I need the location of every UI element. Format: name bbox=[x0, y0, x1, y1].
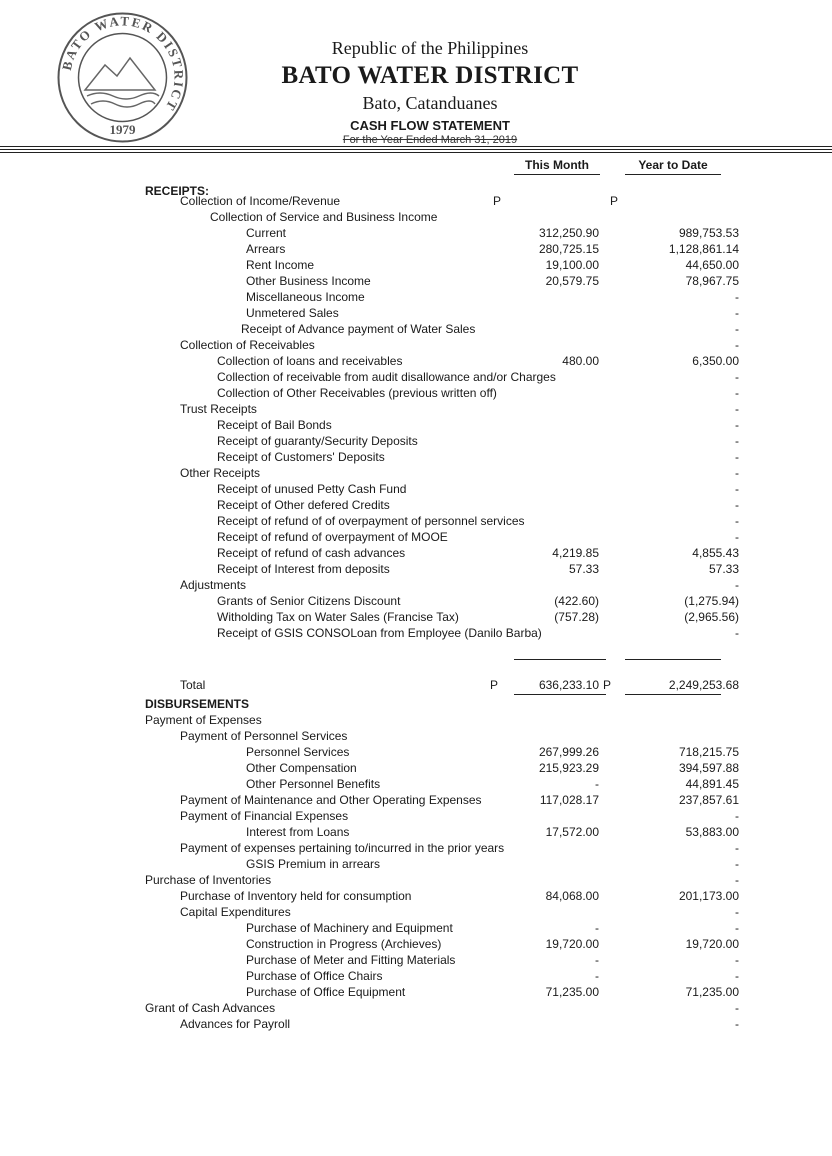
year-to-date-value: - bbox=[735, 450, 739, 464]
year-to-date-value: - bbox=[735, 370, 739, 384]
table-row bbox=[0, 193, 832, 209]
row-label: Total bbox=[180, 678, 206, 692]
table-row bbox=[0, 481, 832, 497]
year-to-date-value: - bbox=[735, 873, 739, 887]
row-label: Receipt of refund of overpayment of MOOE bbox=[217, 530, 448, 544]
year-to-date-value: 1,128,861.14 bbox=[668, 242, 739, 256]
year-to-date-value: - bbox=[735, 290, 739, 304]
this-month-value: - bbox=[595, 921, 599, 935]
year-to-date-value: 237,857.61 bbox=[678, 793, 739, 807]
row-label: Construction in Progress (Archieves) bbox=[246, 937, 442, 951]
this-month-value: (757.28) bbox=[554, 610, 599, 624]
year-to-date-value: 44,891.45 bbox=[685, 777, 739, 791]
year-to-date-value: 394,597.88 bbox=[678, 761, 739, 775]
table-row bbox=[0, 289, 832, 305]
table-row bbox=[0, 840, 832, 856]
table-row bbox=[0, 273, 832, 289]
year-to-date-value: - bbox=[735, 626, 739, 640]
column-header-this-month: This Month bbox=[514, 158, 600, 175]
year-to-date-value: - bbox=[735, 905, 739, 919]
row-label: Personnel Services bbox=[246, 745, 350, 759]
row-label: Other Business Income bbox=[246, 274, 371, 288]
row-label: Collection of Service and Business Income bbox=[210, 210, 438, 224]
table-row bbox=[0, 1016, 832, 1032]
row-label: Grant of Cash Advances bbox=[145, 1001, 276, 1015]
table-row bbox=[0, 776, 832, 792]
row-label: Advances for Payroll bbox=[180, 1017, 291, 1031]
row-label: Adjustments bbox=[180, 578, 247, 592]
row-label: Unmetered Sales bbox=[246, 306, 339, 320]
year-to-date-value: 78,967.75 bbox=[685, 274, 739, 288]
year-to-date-value: - bbox=[735, 338, 739, 352]
table-row bbox=[0, 824, 832, 840]
year-to-date-value: 4,855.43 bbox=[692, 546, 739, 560]
row-label: Other Personnel Benefits bbox=[246, 777, 381, 791]
table-row bbox=[0, 808, 832, 824]
row-label: Receipt of refund of of overpayment of personnel services bbox=[217, 514, 525, 528]
header-rule-3 bbox=[0, 152, 832, 153]
row-label: Receipt of unused Petty Cash Fund bbox=[217, 482, 407, 496]
table-row bbox=[0, 257, 832, 273]
table-row bbox=[0, 872, 832, 888]
this-month-value: 57.33 bbox=[568, 562, 599, 576]
row-label: Interest from Loans bbox=[246, 825, 350, 839]
year-to-date-value: - bbox=[735, 482, 739, 496]
row-label: Trust Receipts bbox=[180, 402, 257, 416]
this-month-value: 215,923.29 bbox=[538, 761, 599, 775]
table-row bbox=[0, 696, 832, 712]
year-to-date-value: - bbox=[735, 1017, 739, 1031]
republic-heading: Republic of the Philippines bbox=[331, 38, 529, 58]
year-to-date-value: 201,173.00 bbox=[678, 889, 739, 903]
this-month-value: 71,235.00 bbox=[545, 985, 599, 999]
table-row bbox=[0, 625, 832, 641]
table-row bbox=[0, 401, 832, 417]
table-row bbox=[0, 321, 832, 337]
year-to-date-value: - bbox=[735, 466, 739, 480]
row-label: Arrears bbox=[246, 242, 286, 256]
this-month-value: 20,579.75 bbox=[545, 274, 599, 288]
this-month-value: 4,219.85 bbox=[552, 546, 599, 560]
year-to-date-value: - bbox=[735, 578, 739, 592]
table-row bbox=[0, 888, 832, 904]
year-to-date-value: - bbox=[735, 841, 739, 855]
year-to-date-value: - bbox=[735, 921, 739, 935]
row-label: Purchase of Meter and Fitting Materials bbox=[246, 953, 456, 967]
row-label: Purchase of Office Equipment bbox=[246, 985, 406, 999]
svg-text:BATO WATER DISTRICT: BATO WATER DISTRICT bbox=[58, 13, 187, 115]
row-label: DISBURSEMENTS bbox=[145, 697, 250, 711]
year-to-date-value: - bbox=[735, 418, 739, 432]
this-month-value: 280,725.15 bbox=[538, 242, 599, 256]
year-to-date-value: 2,249,253.68 bbox=[668, 678, 739, 692]
this-month-value: - bbox=[595, 953, 599, 967]
row-label: Purchase of Machinery and Equipment bbox=[246, 921, 453, 935]
this-month-value: 312,250.90 bbox=[538, 226, 599, 240]
table-row bbox=[0, 337, 832, 353]
year-to-date-value: 71,235.00 bbox=[685, 985, 739, 999]
table-row bbox=[0, 968, 832, 984]
row-label: Purchase of Inventories bbox=[145, 873, 272, 887]
row-label: Payment of expenses pertaining to/incurred in the prior years bbox=[180, 841, 505, 855]
row-label: Other Compensation bbox=[246, 761, 357, 775]
this-month-value: (422.60) bbox=[554, 594, 599, 608]
table-row bbox=[0, 760, 832, 776]
table-row bbox=[0, 513, 832, 529]
this-month-value: - bbox=[595, 777, 599, 791]
row-label: Purchase of Inventory held for consumption bbox=[180, 889, 412, 903]
this-month-value: 19,100.00 bbox=[545, 258, 599, 272]
row-label: Payment of Financial Expenses bbox=[180, 809, 349, 823]
this-month-value: 636,233.10 bbox=[538, 678, 599, 692]
this-month-value: 267,999.26 bbox=[538, 745, 599, 759]
table-row bbox=[0, 369, 832, 385]
total-line-ytd-top bbox=[625, 659, 721, 660]
row-label: Receipt of Customers' Deposits bbox=[217, 450, 385, 464]
table-row bbox=[0, 677, 832, 693]
table-row bbox=[0, 561, 832, 577]
table-row bbox=[0, 353, 832, 369]
peso-sign: P bbox=[603, 678, 612, 692]
table-row bbox=[0, 497, 832, 513]
row-label: Capital Expenditures bbox=[180, 905, 291, 919]
year-to-date-value: - bbox=[735, 402, 739, 416]
year-to-date-value: - bbox=[735, 514, 739, 528]
peso-sign: P bbox=[493, 194, 502, 208]
year-to-date-value: 44,650.00 bbox=[685, 258, 739, 272]
table-row bbox=[0, 385, 832, 401]
table-row bbox=[0, 952, 832, 968]
total-line-this-month-bottom bbox=[514, 694, 606, 695]
year-to-date-value: - bbox=[735, 809, 739, 823]
row-label: Payment of Expenses bbox=[145, 713, 262, 727]
table-row bbox=[0, 728, 832, 744]
row-label: RECEIPTS: bbox=[145, 184, 210, 198]
table-row bbox=[0, 712, 832, 728]
table-row bbox=[0, 209, 832, 225]
row-label: Payment of Maintenance and Other Operating Expenses bbox=[180, 793, 482, 807]
this-month-value: 117,028.17 bbox=[539, 793, 599, 807]
year-to-date-value: 718,215.75 bbox=[678, 745, 739, 759]
year-to-date-value: 19,720.00 bbox=[685, 937, 739, 951]
table-row bbox=[0, 1000, 832, 1016]
year-to-date-value: - bbox=[735, 434, 739, 448]
row-label: Witholding Tax on Water Sales (Francise Tax) bbox=[217, 610, 459, 624]
row-label: Rent Income bbox=[246, 258, 315, 272]
this-month-value: - bbox=[595, 969, 599, 983]
organization-name: BATO WATER DISTRICT bbox=[281, 62, 579, 89]
row-label: Receipt of GSIS CONSOLoan from Employee (Danilo Barba) bbox=[217, 626, 542, 640]
table-row bbox=[0, 904, 832, 920]
table-row bbox=[0, 984, 832, 1000]
this-month-value: 17,572.00 bbox=[545, 825, 599, 839]
this-month-value: 19,720.00 bbox=[545, 937, 599, 951]
year-to-date-value: - bbox=[735, 386, 739, 400]
row-label: Receipt of Bail Bonds bbox=[217, 418, 332, 432]
row-label: Collection of loans and receivables bbox=[217, 354, 403, 368]
statement-period: For the Year Ended March 31, 2019 bbox=[342, 134, 518, 146]
peso-sign: P bbox=[490, 678, 499, 692]
table-row bbox=[0, 433, 832, 449]
this-month-value: 480.00 bbox=[562, 354, 599, 368]
row-label: Collection of receivable from audit disallowance and/or Charges bbox=[217, 370, 556, 384]
table-row bbox=[0, 856, 832, 872]
row-label: Payment of Personnel Services bbox=[180, 729, 348, 743]
table-row bbox=[0, 545, 832, 561]
total-line-ytd-bottom bbox=[625, 694, 721, 695]
header-rule-1 bbox=[0, 146, 832, 147]
year-to-date-value: - bbox=[735, 857, 739, 871]
header-rule-2 bbox=[0, 149, 832, 150]
total-line-this-month-top bbox=[514, 659, 606, 660]
this-month-value: 84,068.00 bbox=[545, 889, 599, 903]
year-to-date-value: - bbox=[735, 498, 739, 512]
row-label: Miscellaneous Income bbox=[246, 290, 365, 304]
svg-text:1979: 1979 bbox=[109, 122, 136, 137]
table-row bbox=[0, 792, 832, 808]
year-to-date-value: - bbox=[735, 530, 739, 544]
row-label: Purchase of Office Chairs bbox=[246, 969, 383, 983]
year-to-date-value: - bbox=[735, 1001, 739, 1015]
year-to-date-value: (1,275.94) bbox=[684, 594, 739, 608]
table-row bbox=[0, 744, 832, 760]
row-label: Receipt of Interest from deposits bbox=[217, 562, 390, 576]
row-label: GSIS Premium in arrears bbox=[246, 857, 381, 871]
table-row bbox=[0, 241, 832, 257]
table-row bbox=[0, 465, 832, 481]
table-row bbox=[0, 936, 832, 952]
year-to-date-value: (2,965.56) bbox=[684, 610, 739, 624]
peso-sign: P bbox=[610, 194, 619, 208]
row-label: Receipt of Advance payment of Water Sales bbox=[241, 322, 476, 336]
year-to-date-value: 989,753.53 bbox=[678, 226, 739, 240]
table-row bbox=[0, 529, 832, 545]
table-row bbox=[0, 225, 832, 241]
organization-location: Bato, Catanduanes bbox=[362, 93, 498, 113]
year-to-date-value: 57.33 bbox=[708, 562, 739, 576]
row-label: Receipt of Other defered Credits bbox=[217, 498, 390, 512]
statement-title: CASH FLOW STATEMENT bbox=[350, 118, 510, 133]
table-row bbox=[0, 305, 832, 321]
year-to-date-value: 6,350.00 bbox=[692, 354, 739, 368]
year-to-date-value: 53,883.00 bbox=[685, 825, 739, 839]
row-label: Current bbox=[246, 226, 287, 240]
table-row bbox=[0, 593, 832, 609]
row-label: Collection of Other Receivables (previous written off) bbox=[217, 386, 497, 400]
table-row bbox=[0, 577, 832, 593]
table-row bbox=[0, 417, 832, 433]
row-label: Receipt of refund of cash advances bbox=[217, 546, 406, 560]
table-row bbox=[0, 609, 832, 625]
year-to-date-value: - bbox=[735, 969, 739, 983]
column-header-year-to-date: Year to Date bbox=[625, 158, 721, 175]
table-row bbox=[0, 920, 832, 936]
row-label: Collection of Receivables bbox=[180, 338, 315, 352]
year-to-date-value: - bbox=[735, 306, 739, 320]
row-label: Receipt of guaranty/Security Deposits bbox=[217, 434, 418, 448]
row-label: Collection of Income/Revenue bbox=[180, 194, 341, 208]
row-label: Grants of Senior Citizens Discount bbox=[217, 594, 401, 608]
year-to-date-value: - bbox=[735, 953, 739, 967]
year-to-date-value: - bbox=[735, 322, 739, 336]
table-row bbox=[0, 449, 832, 465]
row-label: Other Receipts bbox=[180, 466, 261, 480]
